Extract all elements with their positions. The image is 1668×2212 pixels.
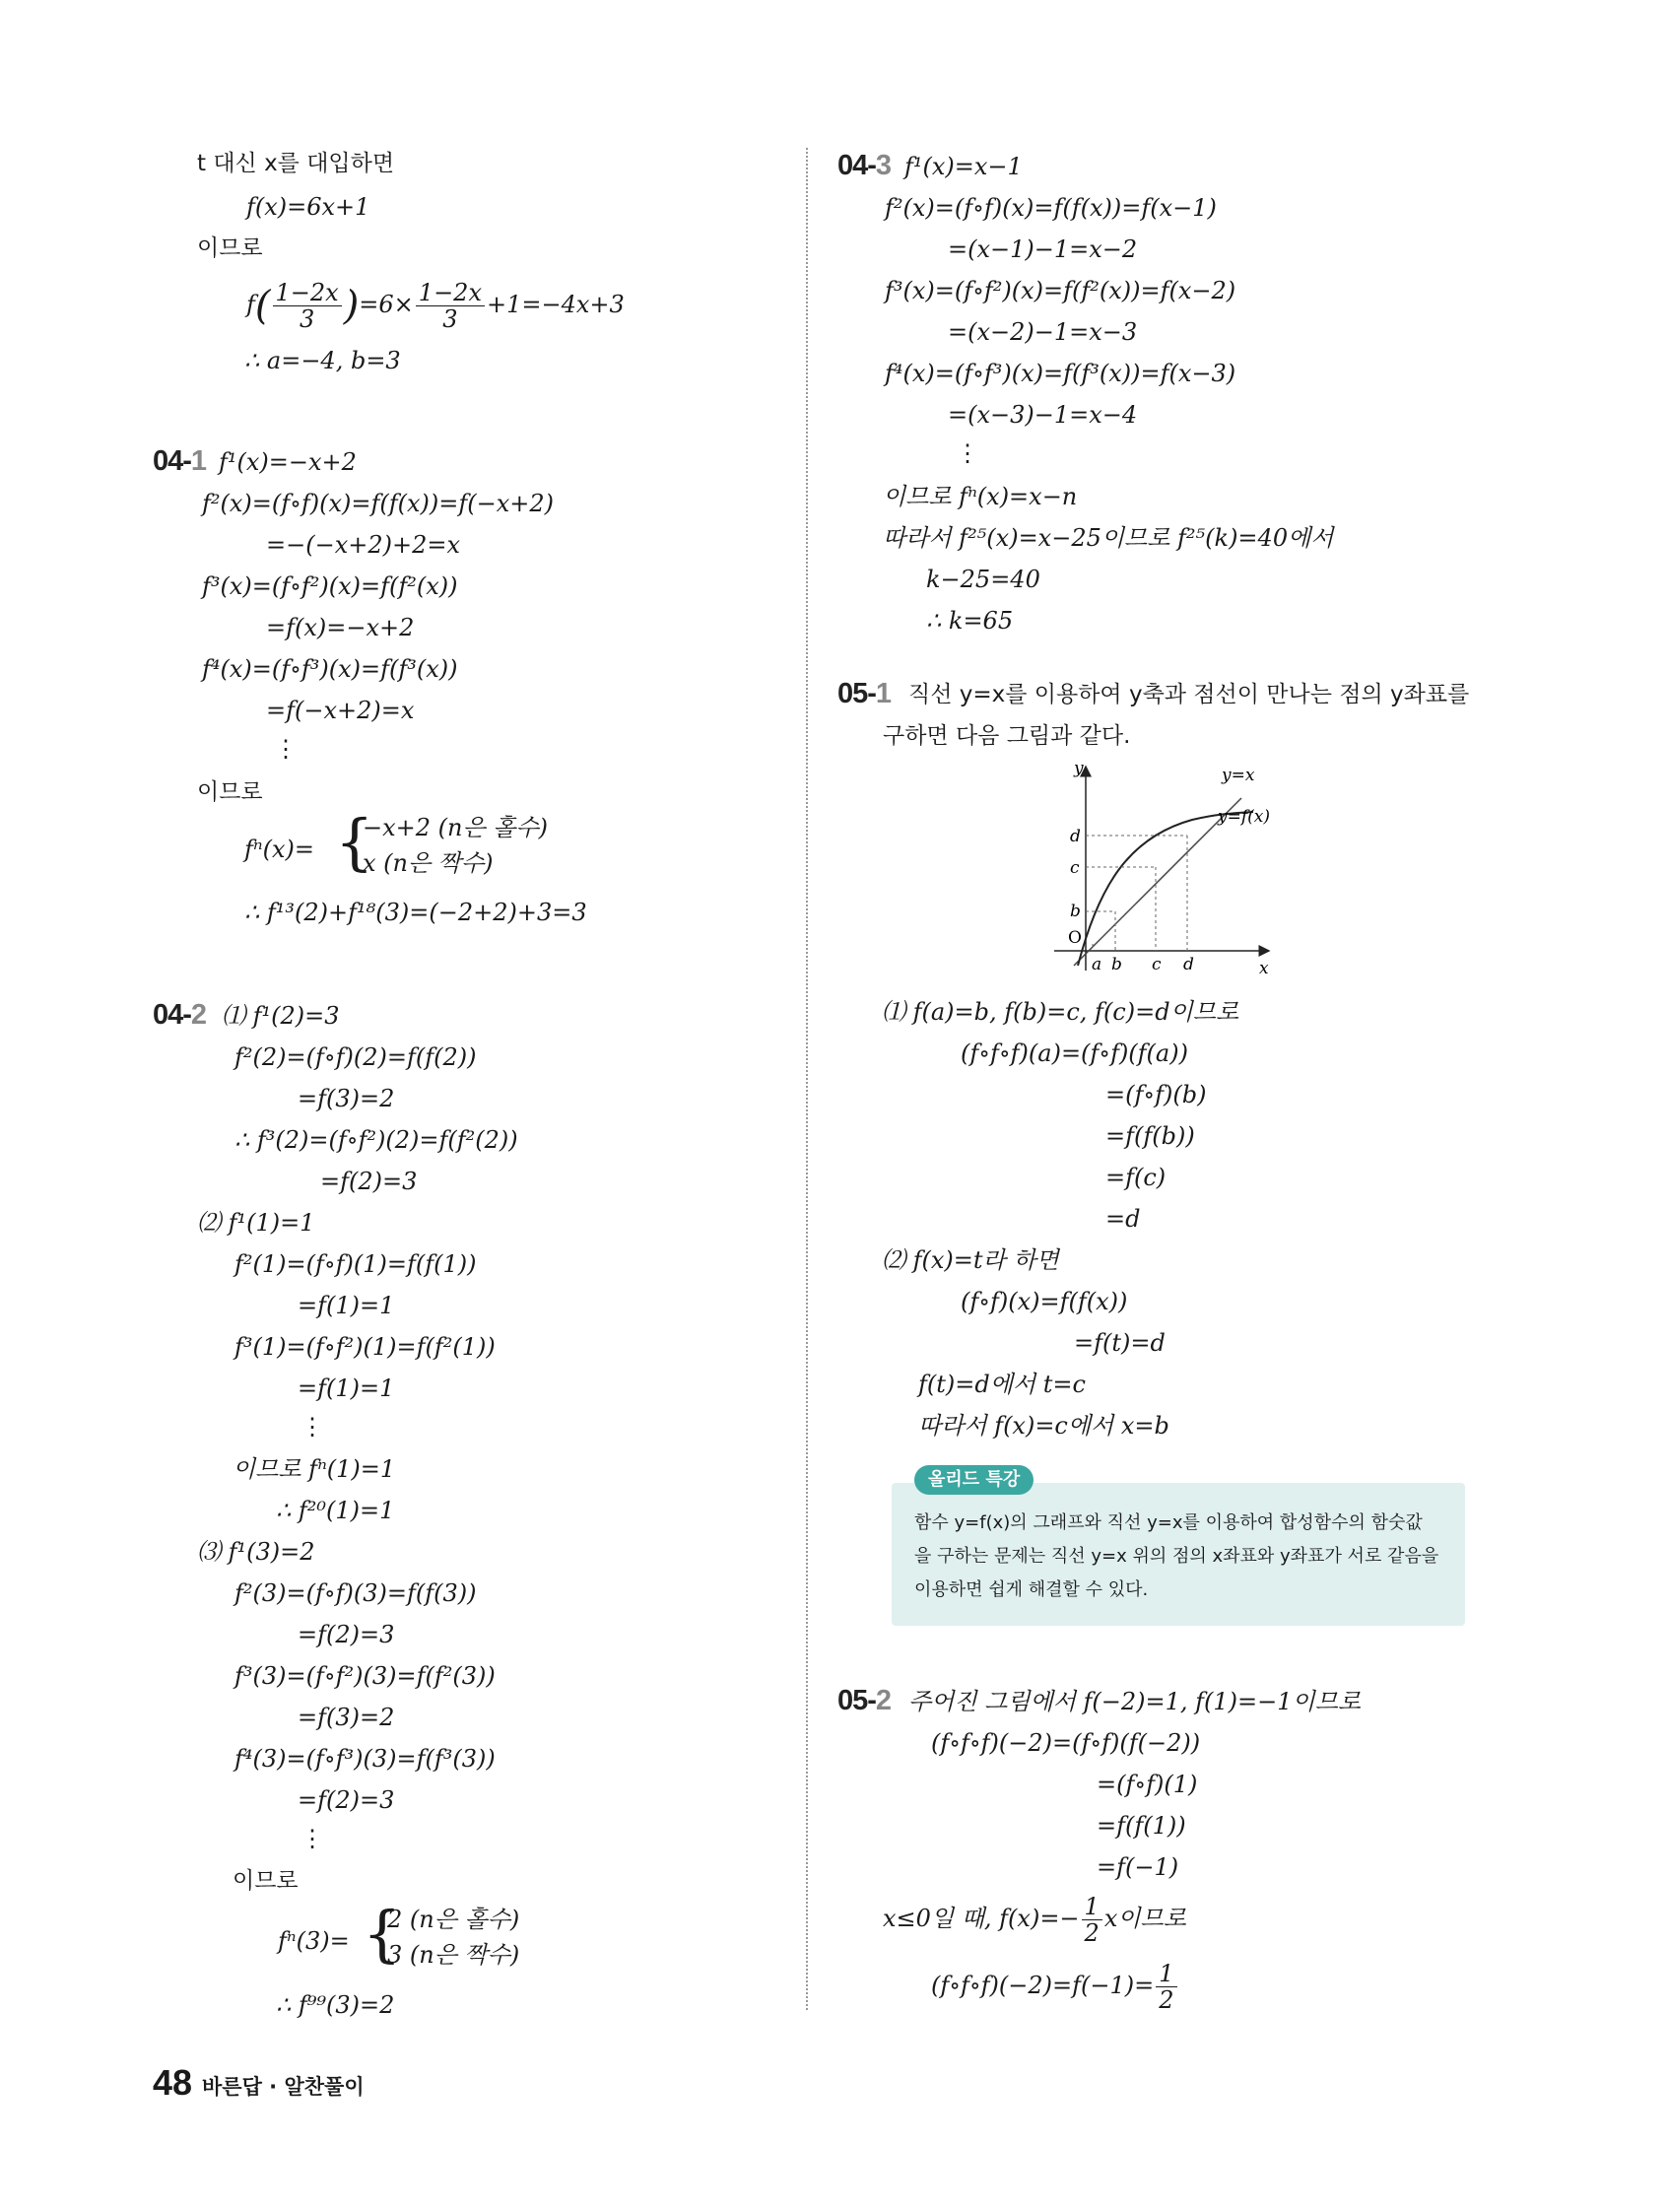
math-line: f²(x)=(f∘f)(x)=f(f(x))=f(−x+2) xyxy=(202,490,554,517)
math-line: 주어진 그림에서 f(−2)=1, f(1)=−1이므로 xyxy=(908,1688,1362,1715)
piecewise-row: 2 (n은 홀수) xyxy=(387,1906,520,1933)
piecewise-row: x (n은 짝수) xyxy=(363,849,494,877)
math-line: =f(−x+2)=x xyxy=(266,697,415,724)
math-line: f¹(x)=x−1 xyxy=(904,153,1023,180)
tip-line: 함수 y=f(x)의 그래프와 직선 y=x를 이용하여 합성함수의 함숫값 xyxy=(914,1512,1423,1533)
origin-label: O xyxy=(1068,928,1082,948)
math-line: =f(x)=−x+2 xyxy=(266,614,415,641)
math-line: ∴ f²⁰(1)=1 xyxy=(276,1497,395,1524)
y-tick-d: d xyxy=(1070,827,1081,846)
math-line: (f∘f∘f)(a)=(f∘f)(f(a)) xyxy=(961,1039,1188,1067)
problem-label: 05-1 xyxy=(837,678,892,709)
brace: { xyxy=(335,806,374,878)
fraction xyxy=(1156,1961,1176,2013)
tip-title: 올리드 특강 xyxy=(914,1465,1034,1495)
footer-text: 바른답 · 알찬풀이 xyxy=(202,2075,365,2099)
math-line: f²(x)=(f∘f)(x)=f(f(x))=f(x−1) xyxy=(885,194,1217,222)
frac-post: +1=−4x+3 xyxy=(486,291,625,318)
tip-line: 을 구하는 문제는 직선 y=x 위의 점의 x좌표와 y좌표가 서로 같음을 xyxy=(914,1546,1439,1567)
vertical-ellipsis: ⋮ xyxy=(274,735,298,763)
math-line: f⁴(x)=(f∘f³)(x)=f(f³(x)) xyxy=(202,655,458,683)
math-line: =f(2)=3 xyxy=(320,1168,418,1195)
frac-num: 1−2x xyxy=(416,280,485,306)
piecewise-row: −x+2 (n은 홀수) xyxy=(363,814,549,841)
page-number: 48 xyxy=(153,2062,193,2103)
brace: { xyxy=(363,1898,402,1970)
math-line: f³(3)=(f∘f²)(3)=f(f²(3)) xyxy=(234,1662,496,1690)
math-line: =d xyxy=(1105,1205,1141,1233)
math-line: =f(2)=3 xyxy=(298,1621,395,1648)
frac-pre: x≤0일 때, f(x)=− xyxy=(883,1905,1080,1932)
tip-line: 이용하면 쉽게 해결할 수 있다. xyxy=(914,1579,1149,1600)
x-axis-label: x xyxy=(1259,959,1269,975)
math-line: f⁴(3)=(f∘f³)(3)=f(f³(3)) xyxy=(234,1745,496,1773)
math-line: ⑵ f¹(1)=1 xyxy=(197,1209,315,1237)
math-line: f³(x)=(f∘f²)(x)=f(f²(x))=f(x−2) xyxy=(885,277,1236,304)
x-tick-d: d xyxy=(1183,955,1194,974)
math-line: f²(2)=(f∘f)(2)=f(f(2)) xyxy=(234,1043,477,1071)
line-y-equals-x xyxy=(1074,798,1241,966)
math-line: =(x−3)−1=x−4 xyxy=(948,401,1138,429)
math-line: =f(1)=1 xyxy=(298,1374,395,1402)
math-line: ∴ f¹³(2)+f¹⁸(3)=(−2+2)+3=3 xyxy=(244,899,587,926)
math-line: =f(f(b)) xyxy=(1105,1122,1195,1150)
math-line: f²(3)=(f∘f)(3)=f(f(3)) xyxy=(234,1579,477,1607)
line-label: y=x xyxy=(1222,766,1255,785)
y-axis-label: y xyxy=(1074,759,1084,778)
text-line: 구하면 다음 그림과 같다. xyxy=(883,723,1131,749)
x-tick-a: a xyxy=(1092,955,1102,974)
frac-num: 1 xyxy=(1156,1961,1176,1987)
math-line: 이므로 fⁿ(1)=1 xyxy=(233,1455,396,1483)
x-tick-b: b xyxy=(1111,955,1122,974)
frac-pre: (f∘f∘f)(−2)=f(−1)= xyxy=(931,1972,1155,1999)
frac-mid: =6× xyxy=(359,291,414,318)
frac-den: 3 xyxy=(442,305,458,333)
math-line: =(x−1)−1=x−2 xyxy=(948,235,1138,263)
fraction-line xyxy=(883,1892,1186,1946)
math-line: 따라서 f²⁵(x)=x−25이므로 f²⁵(k)=40에서 xyxy=(883,524,1334,552)
problem-label: 04-3 xyxy=(837,150,892,181)
math-line: f³(x)=(f∘f²)(x)=f(f²(x)) xyxy=(202,572,458,600)
fraction-line: f( $\frac{1-2x}{3}$ )=6× $\frac{1-2x}{3}$ +1=−4x+3 xyxy=(246,279,625,333)
math-line: ⑴ f¹(2)=3 xyxy=(222,1002,340,1030)
vertical-ellipsis: ⋮ xyxy=(956,439,979,467)
text-line: 이므로 xyxy=(197,779,263,805)
math-line: f⁴(x)=(f∘f³)(x)=f(f³(x))=f(x−3) xyxy=(885,360,1236,387)
math-line: f³(1)=(f∘f²)(1)=f(f²(1)) xyxy=(234,1333,496,1361)
text-line: 이므로 xyxy=(233,1868,299,1894)
problem-label: 04-1 xyxy=(153,445,207,477)
frac-num: 1−2x xyxy=(273,280,342,306)
math-line: =(f∘f)(b) xyxy=(1105,1081,1207,1108)
frac-pre: f xyxy=(246,291,255,318)
math-line: =(f∘f)(1) xyxy=(1097,1771,1198,1798)
math-line: =f(f(1)) xyxy=(1097,1812,1186,1840)
column-divider xyxy=(806,148,808,2010)
math-line: ∴ f³(2)=(f∘f²)(2)=f(f²(2)) xyxy=(234,1126,518,1154)
vertical-ellipsis: ⋮ xyxy=(300,1825,324,1852)
frac-den: 2 xyxy=(1084,1919,1100,1947)
piecewise-lhs: fⁿ(x)= xyxy=(244,836,314,863)
y-tick-b: b xyxy=(1070,902,1081,921)
math-line: 이므로 fⁿ(x)=x−n xyxy=(883,483,1078,510)
frac-den: 2 xyxy=(1159,1986,1174,2014)
math-line: (f∘f)(x)=f(f(x)) xyxy=(961,1288,1128,1315)
math-line: f(t)=d에서 t=c xyxy=(918,1371,1086,1398)
problem-label: 05-2 xyxy=(837,1685,892,1716)
math-line: f²(1)=(f∘f)(1)=f(f(1)) xyxy=(234,1250,477,1278)
math-line: =−(−x+2)+2=x xyxy=(266,531,460,559)
math-line: ⑴ f(a)=b, f(b)=c, f(c)=d이므로 xyxy=(882,998,1239,1026)
frac-post: x이므로 xyxy=(1103,1905,1186,1932)
text-line: 이므로 xyxy=(197,235,263,261)
frac-num: 1 xyxy=(1082,1894,1102,1920)
math-line: =f(t)=d xyxy=(1074,1329,1166,1357)
math-line: =f(1)=1 xyxy=(298,1292,395,1319)
math-line: f(x)=6x+1 xyxy=(246,193,370,221)
fraction xyxy=(273,280,342,332)
curve-label: y=f(x) xyxy=(1218,807,1270,827)
problem-label: 04-2 xyxy=(153,999,207,1031)
piecewise-lhs: fⁿ(3)= xyxy=(278,1927,350,1955)
fraction xyxy=(416,280,485,332)
math-line: k−25=40 xyxy=(926,566,1040,593)
text-line: t 대신 x를 대입하면 xyxy=(197,151,395,176)
math-line: =f(2)=3 xyxy=(298,1786,395,1814)
math-line: =f(3)=2 xyxy=(298,1085,395,1112)
frac-den: 3 xyxy=(299,305,315,333)
fraction-line xyxy=(931,1959,1179,2013)
x-tick-c: c xyxy=(1152,955,1162,974)
function-graph xyxy=(1044,759,1301,975)
math-line: =f(−1) xyxy=(1097,1853,1179,1881)
math-line: 따라서 f(x)=c에서 x=b xyxy=(918,1412,1169,1440)
curve-f xyxy=(1078,812,1253,966)
math-line: f¹(x)=−x+2 xyxy=(219,448,357,476)
math-line: (f∘f∘f)(−2)=(f∘f)(f(−2)) xyxy=(931,1729,1201,1757)
piecewise-row: 3 (n은 짝수) xyxy=(387,1941,520,1969)
math-line: =f(3)=2 xyxy=(298,1704,395,1731)
y-tick-c: c xyxy=(1070,858,1080,878)
math-line: =(x−2)−1=x−3 xyxy=(948,318,1138,346)
dashed-guides xyxy=(1086,836,1187,951)
vertical-ellipsis: ⋮ xyxy=(300,1413,324,1441)
math-line: ⑵ f(x)=t라 하면 xyxy=(882,1246,1059,1274)
fraction xyxy=(1082,1894,1102,1946)
text-line: 직선 y=x를 이용하여 y축과 점선이 만나는 점의 y좌표를 xyxy=(908,682,1470,707)
math-line: ∴ k=65 xyxy=(926,607,1014,635)
math-line: ⑶ f¹(3)=2 xyxy=(197,1538,315,1566)
math-line: ∴ a=−4, b=3 xyxy=(244,347,401,374)
math-line: =f(c) xyxy=(1105,1164,1167,1191)
math-line: ∴ f⁹⁹(3)=2 xyxy=(276,1991,395,2019)
